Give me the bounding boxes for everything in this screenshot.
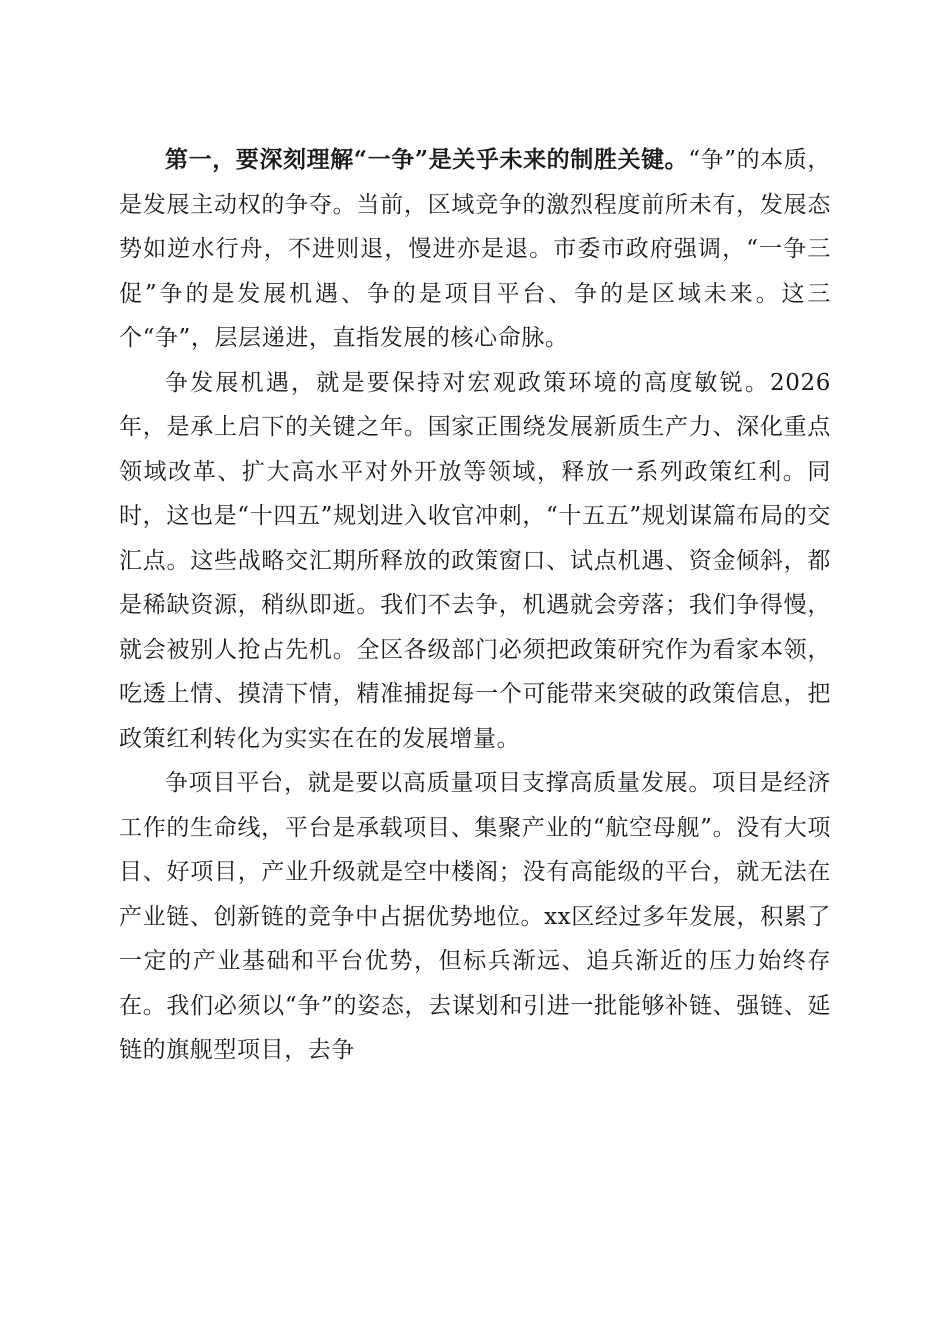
paragraph-1-text: “争”的本质，是发展主动权的争夺。当前，区域竞争的激烈程度前所未有，发展态势如逆水行舟，不进则退，慢进亦是退。市委市政府强调，“一争三促”争的是发展机遇、争的是项目平台、争的是区域未来。这三个“争”，层层递进，直指发展的核心命脉。: [119, 147, 832, 351]
paragraph-2: [119, 361, 831, 762]
body-text: [119, 138, 831, 1073]
paragraph-2-text: 争发展机遇，就是要保持对宏观政策环境的高度敏锐。2026年，是承上启下的关键之年。国家正围绕发展新质生产力、深化重点领域改革、扩大高水平对外开放等领域，释放一系列政策红利。同时，这也是“十四五”规划进入收官冲刺，“十五五”规划谋篇布局的交汇点。这些战略交汇期所释放的政策窗口、试点机遇、资金倾斜，都是稀缺资源，稍纵即逝。我们不去争，机遇就会旁落；我们争得慢，就会被别人抢占先机。全区各级部门必须把政策研究作为看家本领，吃透上情、摸清下情，精准捕捉每一个可能带来突破的政策信息，把政策红利转化为实实在在的发展增量。: [119, 369, 831, 752]
paragraph-1: [119, 138, 831, 361]
paragraph-3: [119, 761, 831, 1073]
paragraph-3-text: 争项目平台，就是要以高质量项目支撑高质量发展。项目是经济工作的生命线，平台是承载项目、集聚产业的“航空母舰”。没有大项目、好项目，产业升级就是空中楼阁；没有高能级的平台，就无法在产业链、创新链的竞争中占据优势地位。xx区经过多年发展，积累了一定的产业基础和平台优势，但标兵渐远、追兵渐近的压力始终存在。我们必须以“争”的姿态，去谋划和引进一批能够补链、强链、延链的旗舰型项目，去争: [119, 770, 831, 1063]
paragraph-1-lead: 第一，要深刻理解“一争”是关乎未来的制胜关键。: [165, 146, 689, 173]
